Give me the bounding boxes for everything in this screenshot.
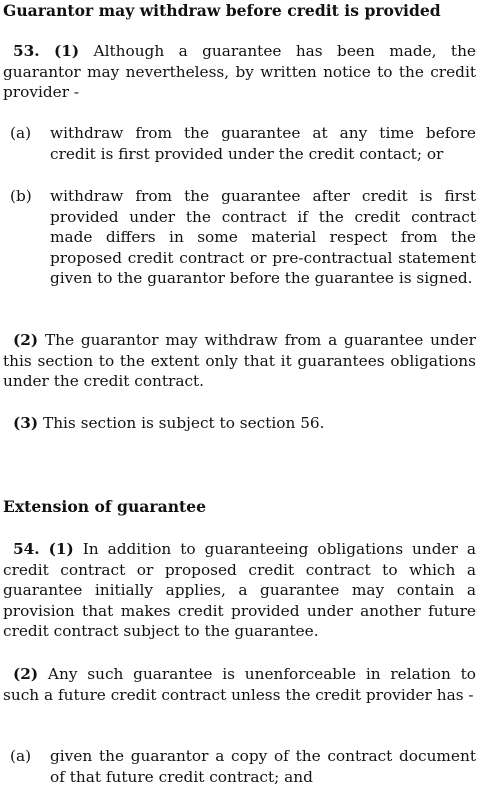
section-54-sub1-text: In addition to guaranteeing obligations under a credit contract or proposed credit contract to which a guarantee initially applies, a guarantee may contain a provision that makes credit provided under another future credit contract subject to the guarantee.	[3, 540, 476, 641]
section-53-subsection-1	[3, 41, 476, 103]
section-54-subsection-2	[3, 664, 476, 705]
section-53-item-b-text: withdraw from the guarantee after credit is first provided under the contract if the credit contract made differs in some material respect from the proposed credit contract or pre-contractual statement given to the guarantor before the guarantee is signed.	[50, 187, 476, 288]
section-54-heading: Extension of guarantee	[3, 497, 207, 516]
section-53-subsection-3	[3, 413, 476, 434]
section-54-subsection-1	[3, 539, 476, 642]
section-53-item-a-text: withdraw from the guarantee at any time before credit is first provided under the credit contact; or	[50, 124, 476, 163]
section-53-sub2-text: The guarantor may withdraw from a guarantee under this section to the extent only that it guarantees obligations under the credit contract.	[3, 331, 476, 391]
section-54-item-a	[10, 746, 476, 787]
section-53-sub1-text: Although a guarantee has been made, the guarantor may nevertheless, by written notice to the credit provider -	[3, 42, 476, 102]
section-53-number: 53.	[13, 42, 40, 60]
section-53-sub1-marker: (1)	[54, 42, 80, 60]
section-53-sub3-marker: (3)	[13, 414, 39, 432]
section-53-sub2-marker: (2)	[13, 331, 39, 349]
section-54-item-a-text: given the guarantor a copy of the contract document of that future credit contract; and	[50, 747, 476, 786]
section-53-item-a	[10, 123, 476, 164]
section-53-item-a-label: (a)	[10, 124, 32, 142]
section-54-sub1-marker: (1)	[48, 540, 74, 558]
section-53-heading: Guarantor may withdraw before credit is provided	[3, 1, 441, 20]
section-54-sub2-text: Any such guarantee is unenforceable in relation to such a future credit contract unless the credit provider has -	[3, 665, 476, 704]
section-53-item-b	[10, 186, 476, 289]
section-54-item-a-label: (a)	[10, 747, 32, 765]
section-53-item-b-label: (b)	[10, 187, 32, 205]
section-53-sub3-text: This section is subject to section 56.	[38, 414, 325, 432]
section-54-sub2-marker: (2)	[13, 665, 39, 683]
section-53-subsection-2	[3, 330, 476, 392]
section-54-number: 54.	[13, 540, 40, 558]
